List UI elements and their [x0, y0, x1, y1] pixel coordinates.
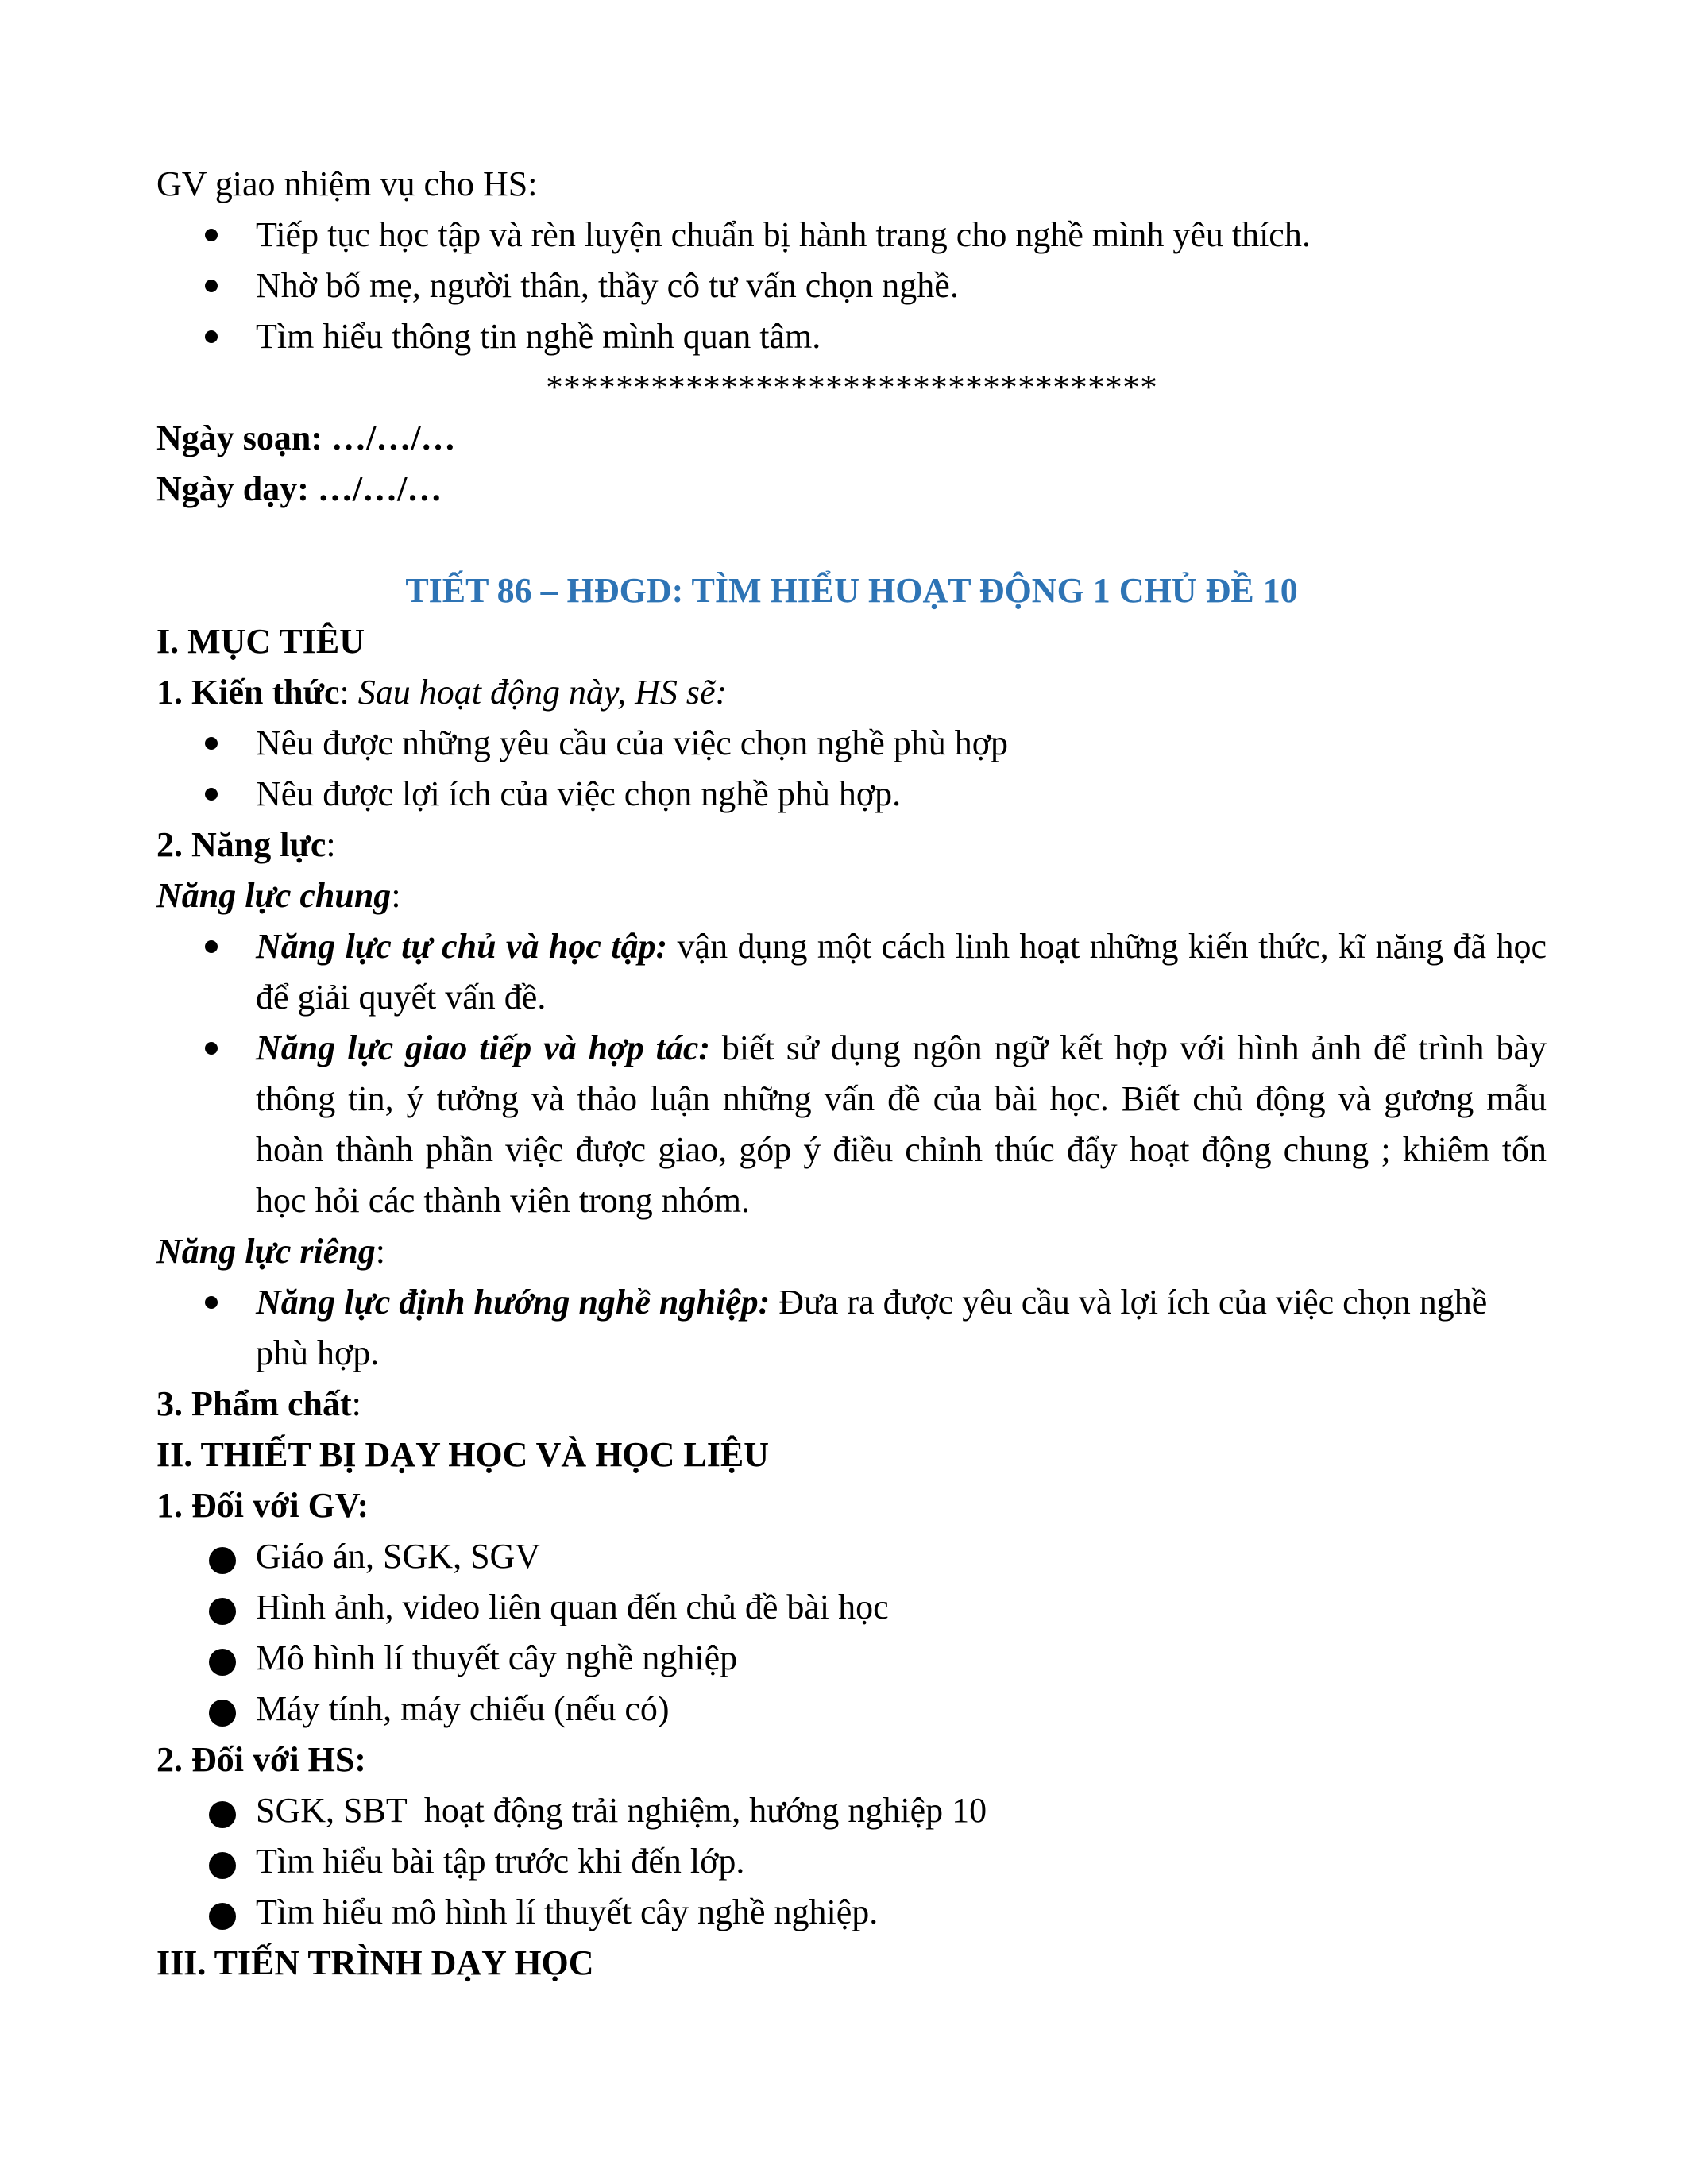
teacher-heading: 1. Đối với GV: [156, 1486, 369, 1525]
section-heading-objectives: I. MỤC TIÊU [156, 622, 365, 661]
bullet-icon [205, 1296, 218, 1309]
list-item: Nêu được lợi ích của việc chọn nghề phù hợp. [156, 769, 1547, 820]
list-item: Tìm hiểu thông tin nghề mình quan tâm. [156, 311, 1547, 362]
bullet-icon [209, 1547, 236, 1574]
section-heading-process: III. TIẾN TRÌNH DẠY HỌC [156, 1943, 594, 1982]
list-item: Năng lực tự chủ và học tập: vận dụng một cách linh hoạt những kiến thức, kĩ năng đã học để giải quyết vấn đề. [156, 921, 1547, 1023]
section-heading-equipment: II. THIẾT BỊ DẠY HỌC VÀ HỌC LIỆU [156, 1435, 770, 1474]
student-list [156, 1785, 1547, 1938]
bullet-icon [209, 1598, 236, 1625]
bullet-icon [209, 1700, 236, 1727]
list-item: SGK, SBT hoạt động trải nghiệm, hướng nghiệp 10 [156, 1785, 1547, 1836]
general-competence-heading: Năng lực chung: [156, 876, 401, 915]
list-item: Hình ảnh, video liên quan đến chủ đề bài học [156, 1582, 1547, 1633]
date-prepared: Ngày soạn: …/…/… [156, 419, 456, 457]
bullet-icon [205, 737, 218, 750]
knowledge-list [156, 718, 1547, 820]
bullet-icon [209, 1649, 236, 1676]
knowledge-heading: 1. Kiến thức: Sau hoạt động này, HS sẽ: [156, 673, 728, 712]
list-item: Mô hình lí thuyết cây nghề nghiệp [156, 1633, 1547, 1684]
list-item: Giáo án, SGK, SGV [156, 1531, 1547, 1582]
bullet-icon [209, 1801, 236, 1828]
general-competence-list [156, 921, 1547, 1226]
date-taught: Ngày dạy: …/…/… [156, 469, 442, 508]
list-item: Nêu được những yêu cầu của việc chọn nghề phù hợp [156, 718, 1547, 769]
bullet-icon [205, 788, 218, 801]
lesson-title: TIẾT 86 – HĐGD: TÌM HIỂU HOẠT ĐỘNG 1 CHỦ ĐỀ 10 [405, 571, 1298, 610]
list-item: Nhờ bố mẹ, người thân, thầy cô tư vấn chọn nghề. [156, 260, 1547, 311]
specific-competence-heading: Năng lực riêng: [156, 1232, 385, 1271]
bullet-icon [205, 229, 218, 241]
bullet-icon [205, 940, 218, 953]
list-item: Máy tính, máy chiếu (nếu có) [156, 1684, 1547, 1734]
student-heading: 2. Đối với HS: [156, 1740, 366, 1779]
bullet-icon [205, 330, 218, 343]
teacher-list [156, 1531, 1547, 1734]
task-list [156, 210, 1547, 362]
competence-heading: 2. Năng lực: [156, 825, 336, 864]
specific-competence-list [156, 1277, 1547, 1379]
separator: *********************************** [546, 368, 1157, 407]
list-item: Năng lực giao tiếp và hợp tác: biết sử dụng ngôn ngữ kết hợp với hình ảnh để trình bày thông tin, ý tưởng và thảo luận những vấn đề của bài học. Biết chủ động và gương mẫu hoàn thành phần việc được giao, góp ý điều chỉnh thúc đẩy hoạt động chung ; khiêm tốn học hỏi các thành viên trong nhóm. [156, 1023, 1547, 1226]
bullet-icon [205, 1042, 218, 1055]
list-item: Tìm hiểu bài tập trước khi đến lớp. [156, 1836, 1547, 1887]
bullet-icon [205, 280, 218, 292]
list-item: Tìm hiểu mô hình lí thuyết cây nghề nghiệp. [156, 1887, 1547, 1938]
list-item: Năng lực định hướng nghề nghiệp: Đưa ra được yêu cầu và lợi ích của việc chọn nghề phù hợp. [156, 1277, 1547, 1379]
document-page [156, 159, 1547, 1989]
list-item: Tiếp tục học tập và rèn luyện chuẩn bị hành trang cho nghề mình yêu thích. [156, 210, 1547, 260]
bullet-icon [209, 1852, 236, 1879]
bullet-icon [209, 1903, 236, 1930]
qualities-heading: 3. Phẩm chất: [156, 1384, 361, 1423]
intro-line: GV giao nhiệm vụ cho HS: [156, 164, 538, 203]
